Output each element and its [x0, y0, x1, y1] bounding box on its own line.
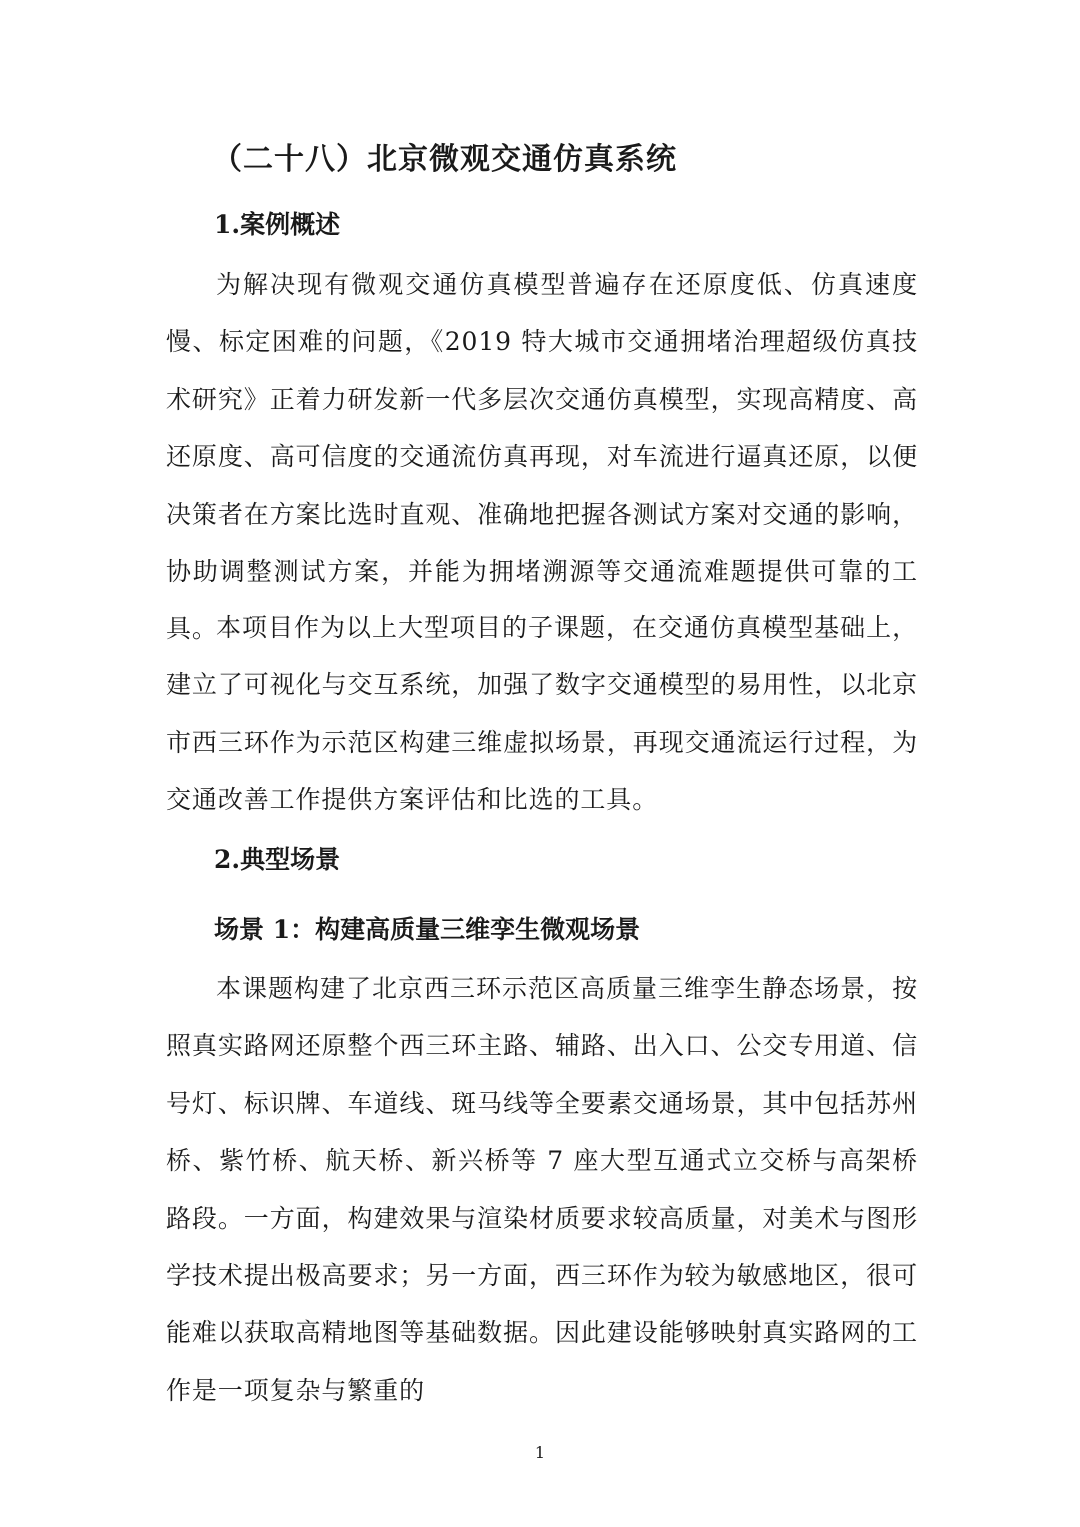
overview-paragraph-1: 为解决现有微观交通仿真模型普遍存在还原度低、仿真速度慢、标定困难的问题，《2019 特大城市交通拥堵治理超级仿真技术研究》正着力研发新一代多层次交通仿真模型，实现高精度、高还原度、高可信度的交通流仿真再现，对车流进行逼真还原，以便决策者在方案比选时直观、准确地把握各测试方案对交通的影响，协助调整测试方案，并能为拥堵溯源等交通流难题提供可靠的工具。 — [166, 270, 918, 644]
page-number: 1 — [534, 1443, 546, 1462]
section-heading-overview: 1.案例概述 — [214, 210, 341, 239]
scene-1-paragraph: 本课题构建了北京西三环示范区高质量三维孪生静态场景，按照真实路网还原整个西三环主路、辅路、出入口、公交专用道、信号灯、标识牌、车道线、斑马线等全要素交通场景，其中包括苏州桥、紫竹桥、航天桥、新兴桥等 7 座大型互通式立交桥与高架桥路段。一方面，构建效果与渲染材质要求较高质量，对美术与图形学技术提出极高要求；另一方面，西三环作为较为敏感地区，很可能难以获取高精地图等基础数据。因此建设能够映射真实路网的工作是一项复杂与繁重的 — [166, 974, 918, 1405]
section-heading-scenarios: 2.典型场景 — [214, 845, 341, 874]
scene-1-heading: 场景 1：构建高质量三维孪生微观场景 — [214, 915, 641, 944]
overview-paragraph-2: 本项目作为以上大型项目的子课题，在交通仿真模型基础上，建立了可视化与交互系统，加强了数字交通模型的易用性，以北京市西三环作为示范区构建三维虚拟场景，再现交通流运行过程，为交通改善工作提供方案评估和比选的工具。 — [166, 613, 918, 815]
page-title: （二十八）北京微观交通仿真系统 — [212, 142, 677, 177]
